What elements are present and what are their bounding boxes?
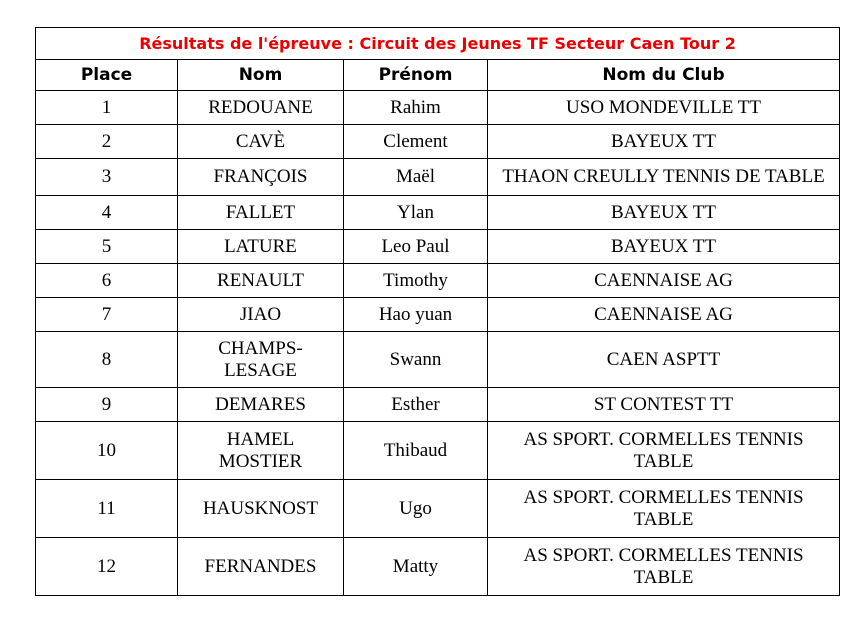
place-cell: 5 (36, 230, 178, 264)
nom-cell: DEMARES (178, 388, 344, 422)
nom-cell: JIAO (178, 298, 344, 332)
table-row (36, 91, 840, 125)
column-header-nom: Nom (178, 60, 344, 91)
nom-cell: HAMEL MOSTIER (178, 422, 344, 480)
title-row (36, 28, 840, 60)
results-table (35, 27, 840, 596)
prenom-cell: Esther (344, 388, 488, 422)
club-cell: CAENNAISE AG (488, 264, 840, 298)
nom-cell: FRANÇOIS (178, 159, 344, 196)
nom-cell: HAUSKNOST (178, 480, 344, 538)
club-cell: AS SPORT. CORMELLES TENNIS TABLE (488, 422, 840, 480)
column-header-prenom: Prénom (344, 60, 488, 91)
club-cell: THAON CREULLY TENNIS DE TABLE (488, 159, 840, 196)
nom-cell: RENAULT (178, 264, 344, 298)
place-cell: 6 (36, 264, 178, 298)
nom-cell: REDOUANE (178, 91, 344, 125)
table-row (36, 298, 840, 332)
nom-cell: LATURE (178, 230, 344, 264)
prenom-cell: Maël (344, 159, 488, 196)
prenom-cell: Clement (344, 125, 488, 159)
place-cell: 1 (36, 91, 178, 125)
place-cell: 4 (36, 196, 178, 230)
table-row (36, 125, 840, 159)
club-cell: BAYEUX TT (488, 196, 840, 230)
place-cell: 11 (36, 480, 178, 538)
club-cell: USO MONDEVILLE TT (488, 91, 840, 125)
table-row (36, 159, 840, 196)
table-row (36, 538, 840, 596)
table-row (36, 264, 840, 298)
club-cell: CAENNAISE AG (488, 298, 840, 332)
place-cell: 10 (36, 422, 178, 480)
club-cell: BAYEUX TT (488, 230, 840, 264)
nom-cell: FALLET (178, 196, 344, 230)
nom-cell: CAVÈ (178, 125, 344, 159)
table-row (36, 388, 840, 422)
column-header-club: Nom du Club (488, 60, 840, 91)
nom-cell: CHAMPS-LESAGE (178, 332, 344, 388)
prenom-cell: Ylan (344, 196, 488, 230)
table-row (36, 196, 840, 230)
place-cell: 2 (36, 125, 178, 159)
club-cell: CAEN ASPTT (488, 332, 840, 388)
place-cell: 7 (36, 298, 178, 332)
table-title: Résultats de l'épreuve : Circuit des Jeunes TF Secteur Caen Tour 2 (36, 28, 840, 60)
column-header-place: Place (36, 60, 178, 91)
table-row (36, 230, 840, 264)
prenom-cell: Rahim (344, 91, 488, 125)
header-row (36, 60, 840, 91)
club-cell: BAYEUX TT (488, 125, 840, 159)
place-cell: 9 (36, 388, 178, 422)
prenom-cell: Matty (344, 538, 488, 596)
nom-cell: FERNANDES (178, 538, 344, 596)
place-cell: 8 (36, 332, 178, 388)
table-row (36, 480, 840, 538)
place-cell: 12 (36, 538, 178, 596)
prenom-cell: Timothy (344, 264, 488, 298)
prenom-cell: Swann (344, 332, 488, 388)
club-cell: AS SPORT. CORMELLES TENNIS TABLE (488, 538, 840, 596)
prenom-cell: Thibaud (344, 422, 488, 480)
prenom-cell: Ugo (344, 480, 488, 538)
prenom-cell: Leo Paul (344, 230, 488, 264)
prenom-cell: Hao yuan (344, 298, 488, 332)
place-cell: 3 (36, 159, 178, 196)
table-row (36, 422, 840, 480)
club-cell: ST CONTEST TT (488, 388, 840, 422)
table-row (36, 332, 840, 388)
club-cell: AS SPORT. CORMELLES TENNIS TABLE (488, 480, 840, 538)
